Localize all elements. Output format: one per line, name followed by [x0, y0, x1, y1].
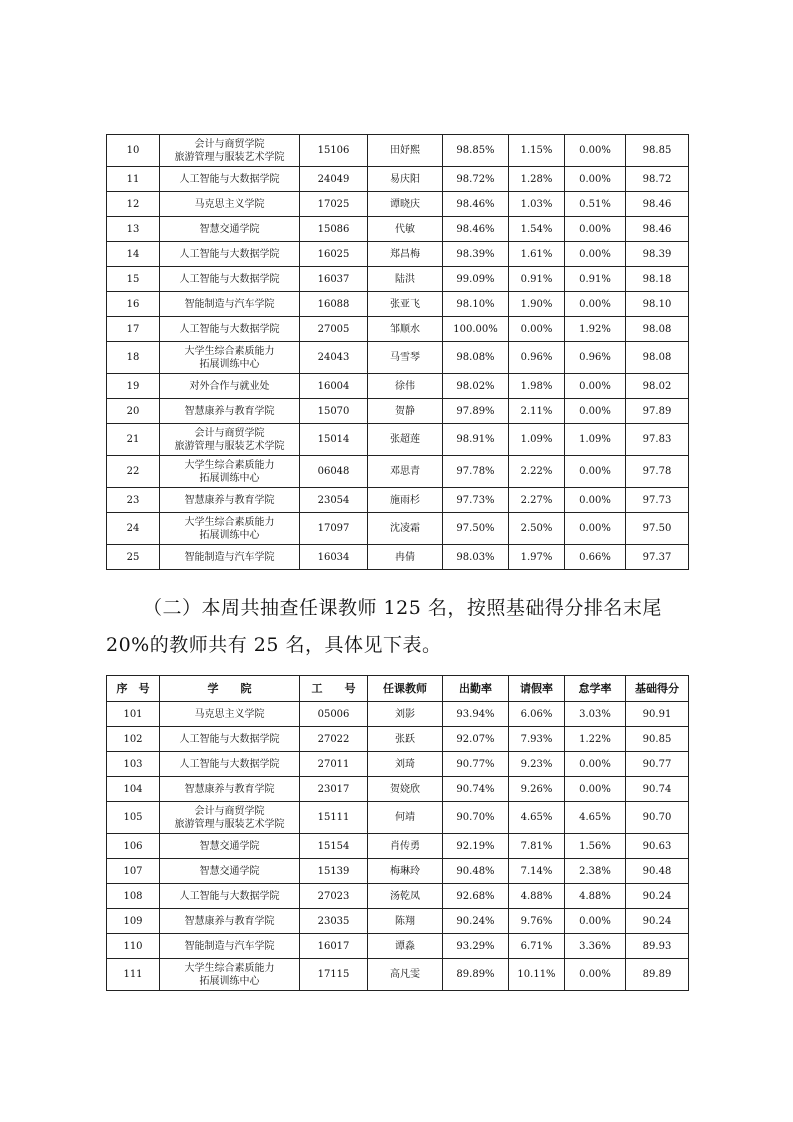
cell-dept — [160, 374, 300, 399]
cell-name: 马雪琴 — [368, 342, 443, 374]
cell-id: 27023 — [300, 884, 368, 909]
cell-absent: 3.36% — [565, 934, 626, 959]
cell-score: 98.08 — [626, 342, 689, 374]
cell-name: 肖传勇 — [368, 834, 443, 859]
cell-absent: 1.09% — [565, 424, 626, 456]
table-row — [107, 242, 689, 267]
table-row — [107, 934, 689, 959]
cell-no: 102 — [107, 727, 160, 752]
cell-score: 90.48 — [626, 859, 689, 884]
cell-dept — [160, 884, 300, 909]
cell-no: 101 — [107, 702, 160, 727]
cell-dept — [160, 702, 300, 727]
dept-line: 旅游管理与服装艺术学院 — [174, 151, 285, 163]
cell-id: 17115 — [300, 959, 368, 991]
cell-dept — [160, 167, 300, 192]
cell-leave: 6.71% — [509, 934, 565, 959]
table-row — [107, 456, 689, 488]
dept-line: 智能制造与汽车学院 — [184, 298, 275, 310]
cell-score: 98.85 — [626, 135, 689, 167]
header-leave: 请假率 — [509, 676, 565, 702]
dept-line: 人工智能与大数据学院 — [179, 173, 280, 185]
cell-attend: 98.02% — [443, 374, 509, 399]
cell-name: 谭淼 — [368, 934, 443, 959]
teacher-table-bottom — [106, 675, 689, 991]
cell-name: 高凡雯 — [368, 959, 443, 991]
cell-absent: 0.00% — [565, 135, 626, 167]
cell-dept — [160, 959, 300, 991]
cell-score: 97.83 — [626, 424, 689, 456]
cell-id: 16004 — [300, 374, 368, 399]
header-score: 基础得分 — [626, 676, 689, 702]
table-row — [107, 513, 689, 545]
cell-leave: 1.03% — [509, 192, 565, 217]
cell-no: 14 — [107, 242, 160, 267]
cell-name: 郑昌梅 — [368, 242, 443, 267]
dept-line: 智慧交通学院 — [199, 223, 260, 235]
cell-attend: 99.09% — [443, 267, 509, 292]
dept-line: 旅游管理与服装艺术学院 — [174, 818, 285, 830]
cell-absent: 0.00% — [565, 167, 626, 192]
cell-dept — [160, 317, 300, 342]
cell-attend: 98.46% — [443, 192, 509, 217]
cell-leave: 0.91% — [509, 267, 565, 292]
cell-attend: 92.68% — [443, 884, 509, 909]
cell-attend: 100.00% — [443, 317, 509, 342]
dept-line: 人工智能与大数据学院 — [179, 758, 280, 770]
cell-absent: 3.03% — [565, 702, 626, 727]
cell-dept — [160, 135, 300, 167]
cell-no: 108 — [107, 884, 160, 909]
cell-dept — [160, 342, 300, 374]
cell-score: 97.78 — [626, 456, 689, 488]
table-row — [107, 702, 689, 727]
table-row — [107, 167, 689, 192]
cell-dept — [160, 513, 300, 545]
cell-leave: 7.14% — [509, 859, 565, 884]
cell-leave: 2.27% — [509, 488, 565, 513]
cell-name: 沈凌霜 — [368, 513, 443, 545]
cell-dept — [160, 802, 300, 834]
cell-name: 易庆阳 — [368, 167, 443, 192]
cell-dept — [160, 909, 300, 934]
cell-score: 98.72 — [626, 167, 689, 192]
cell-absent: 0.00% — [565, 456, 626, 488]
table-row — [107, 292, 689, 317]
cell-no: 106 — [107, 834, 160, 859]
dept-line: 旅游管理与服装艺术学院 — [174, 440, 285, 452]
cell-dept — [160, 456, 300, 488]
table-row — [107, 959, 689, 991]
table-row — [107, 488, 689, 513]
cell-name: 邹顺水 — [368, 317, 443, 342]
cell-attend: 90.48% — [443, 859, 509, 884]
cell-dept — [160, 488, 300, 513]
cell-absent: 0.00% — [565, 909, 626, 934]
cell-dept — [160, 859, 300, 884]
cell-id: 15106 — [300, 135, 368, 167]
cell-name: 谭晓庆 — [368, 192, 443, 217]
dept-line: 大学生综合素质能力 — [184, 516, 275, 528]
cell-id: 16037 — [300, 267, 368, 292]
cell-no: 20 — [107, 399, 160, 424]
cell-id: 15014 — [300, 424, 368, 456]
dept-line: 智慧康养与教育学院 — [184, 915, 275, 927]
cell-id: 16017 — [300, 934, 368, 959]
cell-dept — [160, 545, 300, 570]
dept-line: 人工智能与大数据学院 — [179, 248, 280, 260]
cell-absent: 1.22% — [565, 727, 626, 752]
table-row — [107, 317, 689, 342]
cell-no: 17 — [107, 317, 160, 342]
cell-score: 98.39 — [626, 242, 689, 267]
table-row — [107, 267, 689, 292]
table-row — [107, 374, 689, 399]
cell-absent: 0.96% — [565, 342, 626, 374]
cell-dept — [160, 217, 300, 242]
cell-name: 梅琳玲 — [368, 859, 443, 884]
cell-no: 12 — [107, 192, 160, 217]
cell-id: 23035 — [300, 909, 368, 934]
cell-attend: 98.72% — [443, 167, 509, 192]
table-row — [107, 802, 689, 834]
cell-leave: 1.98% — [509, 374, 565, 399]
cell-attend: 89.89% — [443, 959, 509, 991]
cell-no: 16 — [107, 292, 160, 317]
cell-attend: 98.85% — [443, 135, 509, 167]
cell-id: 27022 — [300, 727, 368, 752]
cell-absent: 0.00% — [565, 752, 626, 777]
cell-leave: 0.96% — [509, 342, 565, 374]
cell-dept — [160, 399, 300, 424]
table-row — [107, 135, 689, 167]
teacher-table-top — [106, 134, 689, 570]
cell-absent: 0.00% — [565, 777, 626, 802]
cell-no: 11 — [107, 167, 160, 192]
table-row — [107, 834, 689, 859]
cell-score: 90.70 — [626, 802, 689, 834]
dept-line: 对外合作与就业处 — [189, 380, 270, 392]
cell-score: 98.18 — [626, 267, 689, 292]
header-name: 任课教师 — [368, 676, 443, 702]
cell-absent: 0.00% — [565, 242, 626, 267]
dept-line: 智慧康养与教育学院 — [184, 783, 275, 795]
dept-line: 拓展训练中心 — [199, 975, 260, 987]
cell-score: 89.89 — [626, 959, 689, 991]
cell-attend: 97.73% — [443, 488, 509, 513]
dept-line: 智慧康养与教育学院 — [184, 494, 275, 506]
cell-leave: 7.93% — [509, 727, 565, 752]
cell-leave: 4.65% — [509, 802, 565, 834]
cell-absent: 4.88% — [565, 884, 626, 909]
cell-score: 89.93 — [626, 934, 689, 959]
cell-no: 13 — [107, 217, 160, 242]
cell-absent: 0.91% — [565, 267, 626, 292]
table-row — [107, 424, 689, 456]
cell-no: 110 — [107, 934, 160, 959]
dept-line: 拓展训练中心 — [199, 358, 260, 370]
cell-leave: 1.61% — [509, 242, 565, 267]
cell-name: 陈翔 — [368, 909, 443, 934]
cell-score: 98.10 — [626, 292, 689, 317]
cell-name: 徐伟 — [368, 374, 443, 399]
cell-leave: 2.11% — [509, 399, 565, 424]
cell-attend: 90.70% — [443, 802, 509, 834]
table-row — [107, 909, 689, 934]
cell-absent: 1.92% — [565, 317, 626, 342]
cell-score: 90.24 — [626, 884, 689, 909]
cell-id: 23054 — [300, 488, 368, 513]
table-row — [107, 192, 689, 217]
cell-name: 田妤熙 — [368, 135, 443, 167]
cell-name: 施雨杉 — [368, 488, 443, 513]
cell-no: 19 — [107, 374, 160, 399]
dept-line: 智慧交通学院 — [199, 840, 260, 852]
cell-dept — [160, 727, 300, 752]
table-header-row — [107, 676, 689, 702]
cell-score: 97.89 — [626, 399, 689, 424]
table-row — [107, 545, 689, 570]
cell-leave: 4.88% — [509, 884, 565, 909]
table-row — [107, 777, 689, 802]
cell-no: 21 — [107, 424, 160, 456]
cell-score: 98.08 — [626, 317, 689, 342]
cell-dept — [160, 242, 300, 267]
cell-name: 张亚飞 — [368, 292, 443, 317]
cell-id: 23017 — [300, 777, 368, 802]
cell-no: 103 — [107, 752, 160, 777]
dept-line: 会计与商贸学院 — [194, 805, 265, 817]
cell-attend: 93.94% — [443, 702, 509, 727]
cell-dept — [160, 934, 300, 959]
table-row — [107, 859, 689, 884]
cell-attend: 92.07% — [443, 727, 509, 752]
dept-line: 马克思主义学院 — [194, 198, 265, 210]
cell-id: 15070 — [300, 399, 368, 424]
cell-name: 张超莲 — [368, 424, 443, 456]
cell-score: 90.77 — [626, 752, 689, 777]
cell-attend: 97.78% — [443, 456, 509, 488]
cell-score: 90.24 — [626, 909, 689, 934]
cell-leave: 9.23% — [509, 752, 565, 777]
dept-line: 人工智能与大数据学院 — [179, 890, 280, 902]
cell-id: 15086 — [300, 217, 368, 242]
cell-leave: 6.06% — [509, 702, 565, 727]
cell-absent: 0.00% — [565, 292, 626, 317]
cell-leave: 1.09% — [509, 424, 565, 456]
dept-line: 拓展训练中心 — [199, 472, 260, 484]
header-attend: 出勤率 — [443, 676, 509, 702]
cell-name: 何靖 — [368, 802, 443, 834]
dept-line: 智慧康养与教育学院 — [184, 405, 275, 417]
cell-id: 27011 — [300, 752, 368, 777]
dept-line: 人工智能与大数据学院 — [179, 733, 280, 745]
cell-leave: 0.00% — [509, 317, 565, 342]
dept-line: 大学生综合素质能力 — [184, 459, 275, 471]
cell-absent: 0.66% — [565, 545, 626, 570]
cell-attend: 90.74% — [443, 777, 509, 802]
cell-dept — [160, 834, 300, 859]
cell-name: 张跃 — [368, 727, 443, 752]
teacher-table-top-body — [107, 135, 689, 570]
cell-id: 24049 — [300, 167, 368, 192]
table-row — [107, 399, 689, 424]
summary-paragraph-line1: （二）本周共抽查任课教师 125 名，按照基础得分排名末尾 — [143, 597, 662, 619]
cell-attend: 98.03% — [443, 545, 509, 570]
table-row — [107, 752, 689, 777]
cell-name: 邓思青 — [368, 456, 443, 488]
cell-attend: 97.89% — [443, 399, 509, 424]
cell-id: 15154 — [300, 834, 368, 859]
cell-id: 06048 — [300, 456, 368, 488]
dept-line: 人工智能与大数据学院 — [179, 273, 280, 285]
cell-dept — [160, 752, 300, 777]
cell-id: 17097 — [300, 513, 368, 545]
cell-score: 98.46 — [626, 217, 689, 242]
cell-leave: 1.28% — [509, 167, 565, 192]
cell-leave: 9.76% — [509, 909, 565, 934]
cell-leave: 2.50% — [509, 513, 565, 545]
cell-no: 23 — [107, 488, 160, 513]
cell-name: 刘影 — [368, 702, 443, 727]
header-id: 工 号 — [300, 676, 368, 702]
cell-no: 25 — [107, 545, 160, 570]
dept-line: 智能制造与汽车学院 — [184, 940, 275, 952]
cell-score: 97.37 — [626, 545, 689, 570]
cell-score: 97.50 — [626, 513, 689, 545]
summary-paragraph-line2: 20%的教师共有 25 名，具体见下表。 — [106, 634, 442, 656]
cell-score: 90.74 — [626, 777, 689, 802]
cell-name: 刘琦 — [368, 752, 443, 777]
cell-attend: 98.10% — [443, 292, 509, 317]
cell-dept — [160, 777, 300, 802]
cell-name: 汤乾凤 — [368, 884, 443, 909]
dept-line: 大学生综合素质能力 — [184, 345, 275, 357]
cell-absent: 0.00% — [565, 488, 626, 513]
dept-line: 会计与商贸学院 — [194, 138, 265, 150]
cell-name: 贺娆欣 — [368, 777, 443, 802]
cell-leave: 1.15% — [509, 135, 565, 167]
cell-name: 代敏 — [368, 217, 443, 242]
cell-absent: 1.56% — [565, 834, 626, 859]
cell-attend: 98.39% — [443, 242, 509, 267]
cell-dept — [160, 292, 300, 317]
cell-attend: 98.91% — [443, 424, 509, 456]
cell-absent: 0.00% — [565, 959, 626, 991]
cell-attend: 98.08% — [443, 342, 509, 374]
cell-attend: 93.29% — [443, 934, 509, 959]
dept-line: 人工智能与大数据学院 — [179, 323, 280, 335]
cell-no: 18 — [107, 342, 160, 374]
dept-line: 智慧交通学院 — [199, 865, 260, 877]
dept-line: 马克思主义学院 — [194, 708, 265, 720]
cell-attend: 90.24% — [443, 909, 509, 934]
cell-no: 107 — [107, 859, 160, 884]
cell-leave: 7.81% — [509, 834, 565, 859]
cell-id: 15111 — [300, 802, 368, 834]
cell-no: 15 — [107, 267, 160, 292]
dept-line: 拓展训练中心 — [199, 529, 260, 541]
cell-leave: 1.54% — [509, 217, 565, 242]
cell-leave: 10.11% — [509, 959, 565, 991]
dept-line: 智能制造与汽车学院 — [184, 551, 275, 563]
cell-score: 97.73 — [626, 488, 689, 513]
cell-id: 16088 — [300, 292, 368, 317]
cell-no: 111 — [107, 959, 160, 991]
cell-absent: 0.00% — [565, 513, 626, 545]
table-row — [107, 342, 689, 374]
cell-id: 27005 — [300, 317, 368, 342]
cell-name: 陆洪 — [368, 267, 443, 292]
cell-name: 贺静 — [368, 399, 443, 424]
cell-absent: 0.51% — [565, 192, 626, 217]
table-row — [107, 217, 689, 242]
table-row — [107, 884, 689, 909]
cell-no: 24 — [107, 513, 160, 545]
cell-id: 05006 — [300, 702, 368, 727]
cell-score: 90.91 — [626, 702, 689, 727]
cell-no: 104 — [107, 777, 160, 802]
header-no: 序 号 — [107, 676, 160, 702]
cell-dept — [160, 424, 300, 456]
cell-name: 冉倩 — [368, 545, 443, 570]
cell-dept — [160, 267, 300, 292]
cell-score: 90.63 — [626, 834, 689, 859]
cell-absent: 0.00% — [565, 374, 626, 399]
cell-id: 16034 — [300, 545, 368, 570]
cell-score: 90.85 — [626, 727, 689, 752]
cell-leave: 1.90% — [509, 292, 565, 317]
cell-id: 17025 — [300, 192, 368, 217]
cell-no: 109 — [107, 909, 160, 934]
cell-absent: 4.65% — [565, 802, 626, 834]
header-dept: 学 院 — [160, 676, 300, 702]
dept-line: 会计与商贸学院 — [194, 427, 265, 439]
cell-absent: 0.00% — [565, 217, 626, 242]
table-row — [107, 727, 689, 752]
cell-attend: 90.77% — [443, 752, 509, 777]
cell-dept — [160, 192, 300, 217]
cell-attend: 98.46% — [443, 217, 509, 242]
cell-absent: 0.00% — [565, 399, 626, 424]
cell-leave: 9.26% — [509, 777, 565, 802]
cell-absent: 2.38% — [565, 859, 626, 884]
cell-id: 15139 — [300, 859, 368, 884]
cell-attend: 92.19% — [443, 834, 509, 859]
cell-no: 10 — [107, 135, 160, 167]
cell-no: 105 — [107, 802, 160, 834]
cell-id: 16025 — [300, 242, 368, 267]
dept-line: 大学生综合素质能力 — [184, 962, 275, 974]
cell-score: 98.46 — [626, 192, 689, 217]
cell-leave: 2.22% — [509, 456, 565, 488]
cell-id: 24043 — [300, 342, 368, 374]
teacher-table-bottom-body — [107, 702, 689, 991]
cell-leave: 1.97% — [509, 545, 565, 570]
header-absent: 怠学率 — [565, 676, 626, 702]
cell-score: 98.02 — [626, 374, 689, 399]
cell-attend: 97.50% — [443, 513, 509, 545]
cell-no: 22 — [107, 456, 160, 488]
